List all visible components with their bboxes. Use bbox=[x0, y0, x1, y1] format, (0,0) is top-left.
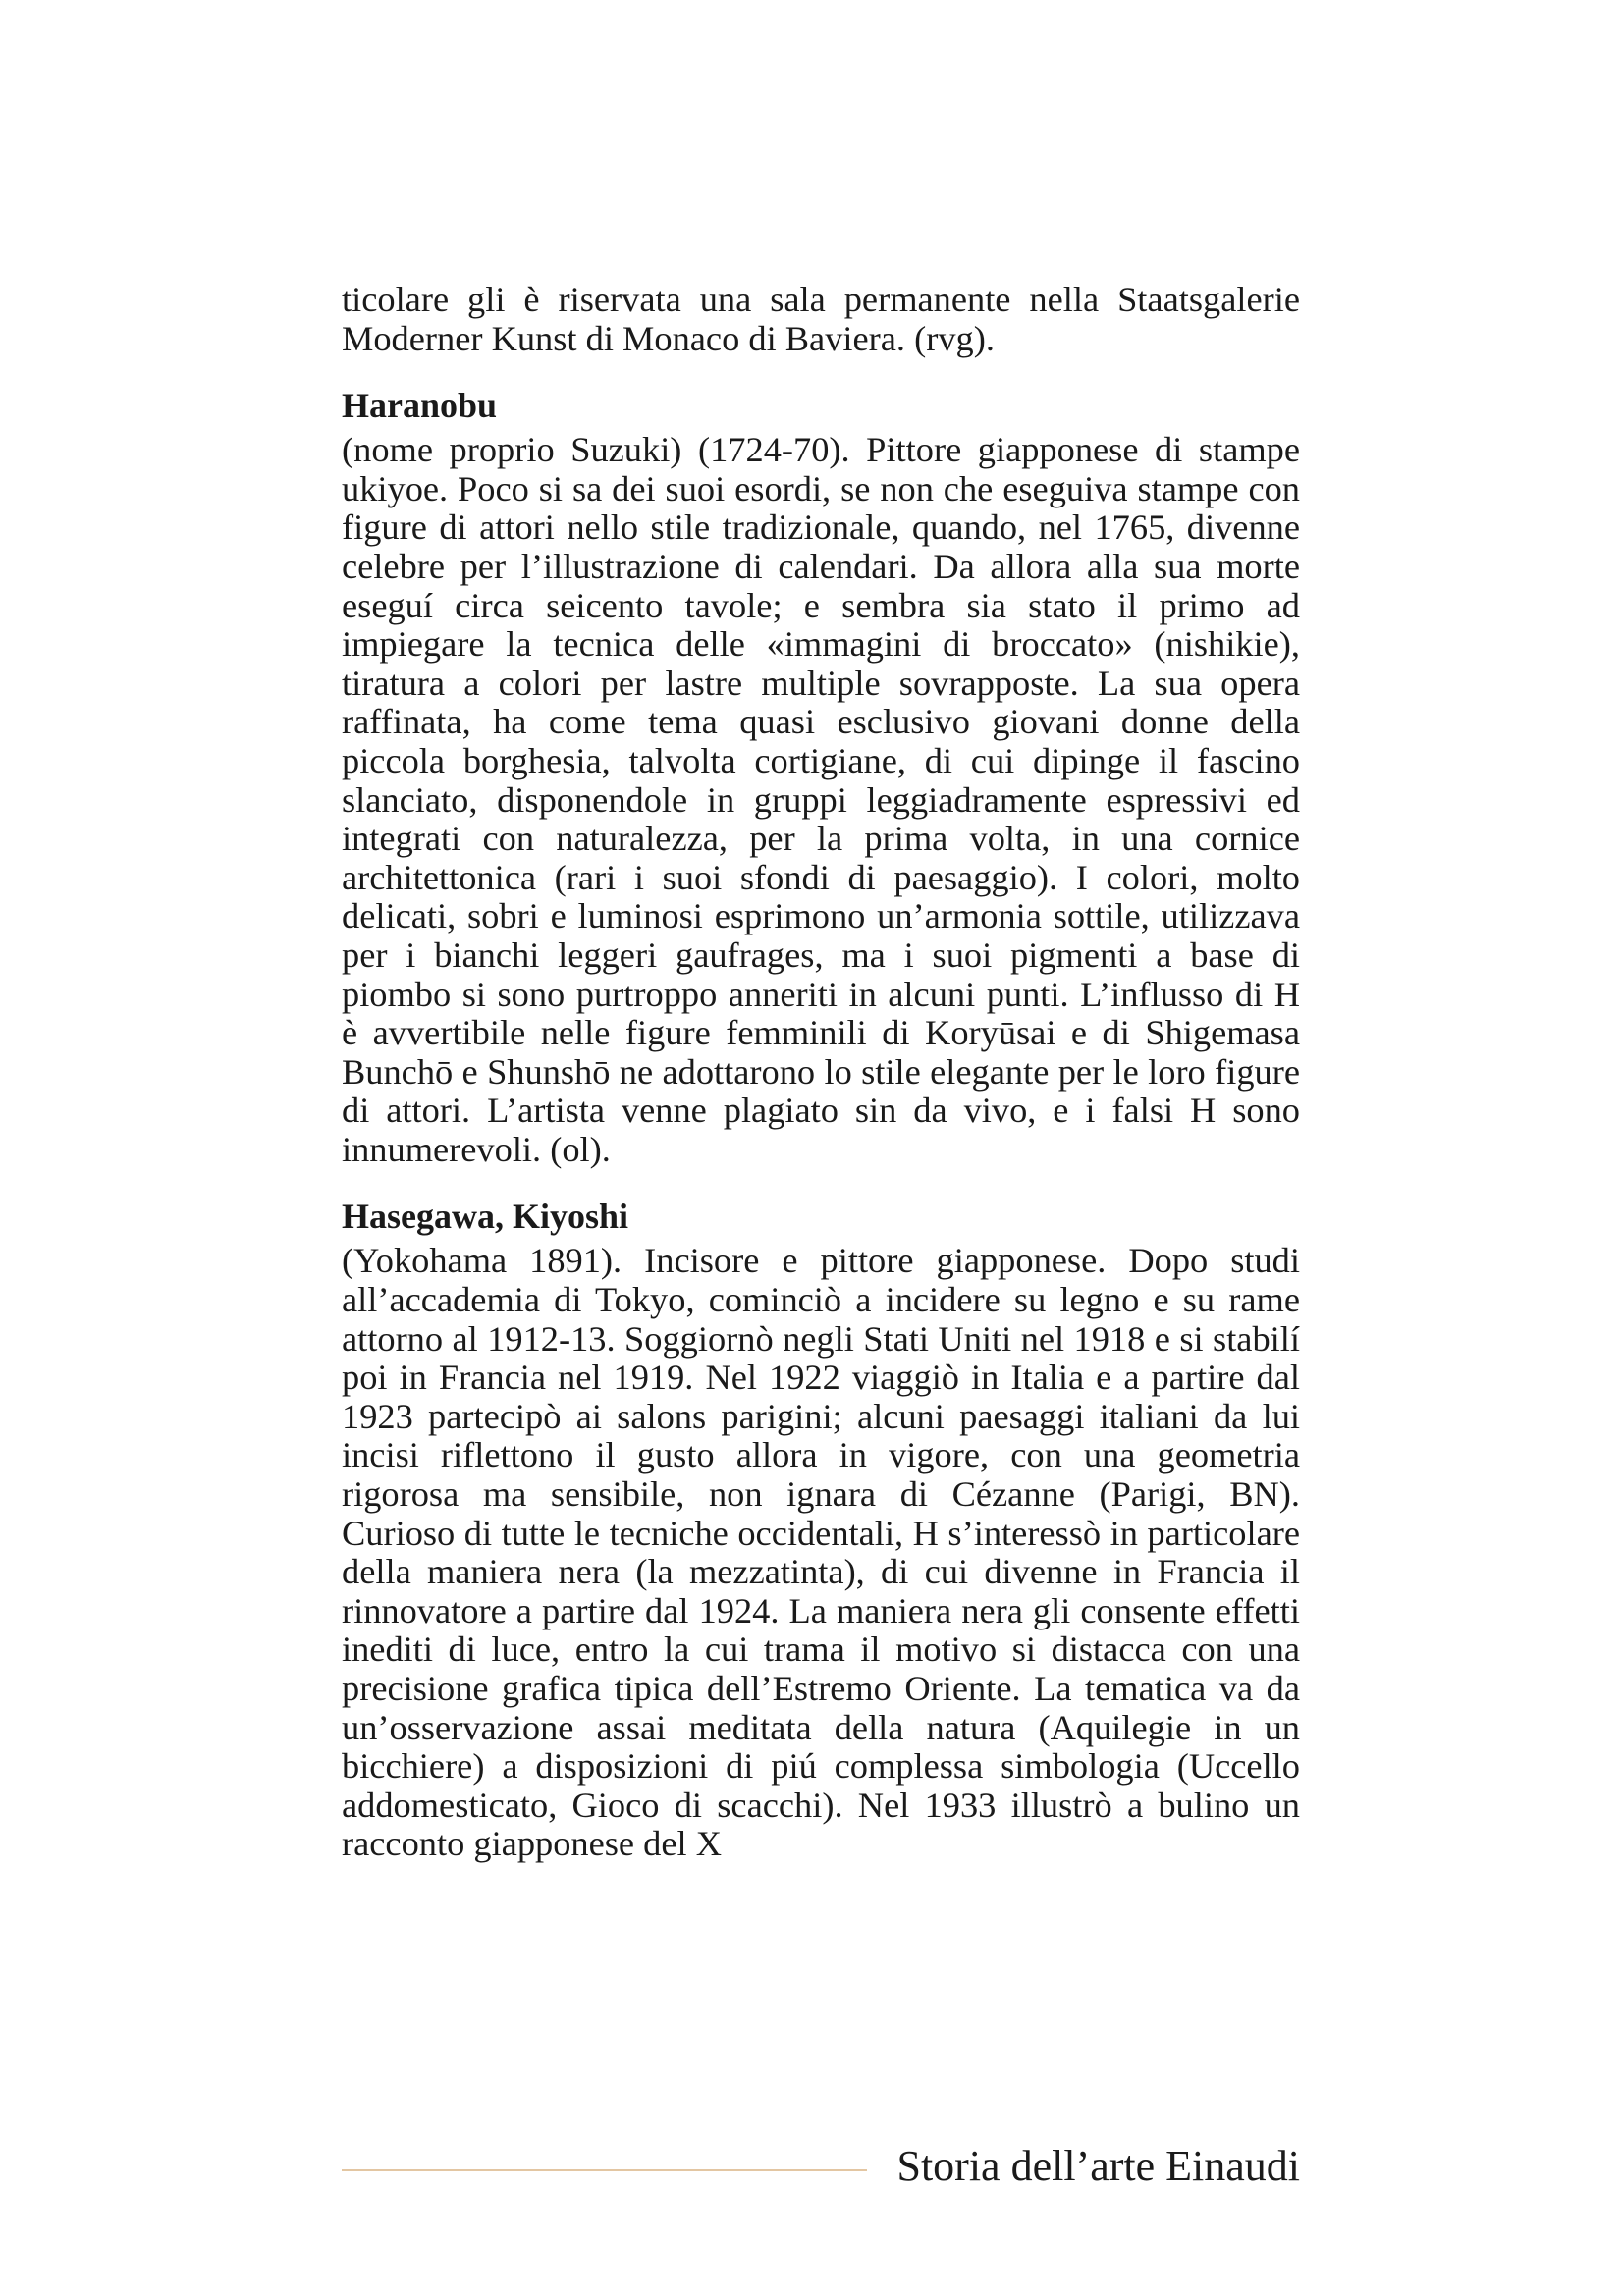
entry-body: (nome proprio Suzuki) (1724-70). Pittore giapponese di stampe ukiyoe. Poco si sa dei suoi esordi, se non che eseguiva stampe con figure di attori nello stile tradizionale, quando, nel 1765, divenne celebre per l’illustrazione di calendari. Da allora alla sua morte eseguí circa seicento tavole; e sembra sia stato il primo ad impiegare la tecnica delle «immagini di broccato» (nishikie), tiratura a colori per lastre multiple sovrapposte. La sua opera raffinata, ha come tema quasi esclusivo giovani donne della piccola borghesia, talvolta cortigiane, di cui dipinge il fascino slanciato, disponendole in gruppi leggiadramente espressivi ed integrati con naturalezza, per la prima volta, in una cornice architettonica (rari i suoi sfondi di paesaggio). I colori, molto delicati, sobri e luminosi esprimono un’armonia sottile, utilizzava per i bianchi leggeri gaufrages, ma i suoi pigmenti a base di piombo si sono purtroppo anneriti in alcuni punti. L’influsso di H è avvertibile nelle figure femminili di Koryūsai e di Shigemasa Bunchō e Shunshō ne adottarono lo stile elegante per le loro figure di attori. L’artista venne plagiato sin da vivo, e i falsi H sono innumerevoli. (ol). bbox=[342, 430, 1300, 1169]
entry-body: (Yokohama 1891). Incisore e pittore giapponese. Dopo studi all’accademia di Tokyo, cominciò a incidere su legno e su rame attorno al 1912-13. Soggiornò negli Stati Uniti nel 1918 e si stabilí poi in Francia nel 1919. Nel 1922 viaggiò in Italia e a partire dal 1923 partecipò ai salons parigini; alcuni paesaggi italiani da lui incisi riflettono il gusto allora in vigore, con una geometria rigorosa ma sensibile, non ignara di Cézanne (Parigi, BN). Curioso di tutte le tecniche occidentali, H s’interessò in particolare della maniera nera (la mezzatinta), di cui divenne in Francia il rinnovatore a partire dal 1924. La maniera nera gli consente effetti inediti di luce, entro la cui trama il motivo si distacca con una precisione grafica tipica dell’Estremo Oriente. La tematica va da un’osservazione assai meditata della natura (Aquilegie in un bicchiere) a disposizioni di piú complessa simbologia (Uccello addomesticato, Gioco di scacchi). Nel 1933 illustrò a bulino un racconto giapponese del X bbox=[342, 1241, 1300, 1864]
entry-title: Haranobu bbox=[342, 386, 498, 426]
entry-title: Hasegawa, Kiyoshi bbox=[342, 1197, 629, 1237]
entry-haranobu bbox=[342, 386, 1300, 1169]
footer-rule bbox=[342, 2169, 867, 2171]
intro-paragraph: ticolare gli è riservata una sala permanente nella Staatsgalerie Moderner Kunst di Monaco di Baviera. (rvg). bbox=[342, 280, 1300, 358]
footer-title: Storia dell’arte Einaudi bbox=[896, 2142, 1300, 2190]
text-column bbox=[342, 281, 1300, 1864]
entry-hasegawa-kiyoshi bbox=[342, 1197, 1300, 1864]
